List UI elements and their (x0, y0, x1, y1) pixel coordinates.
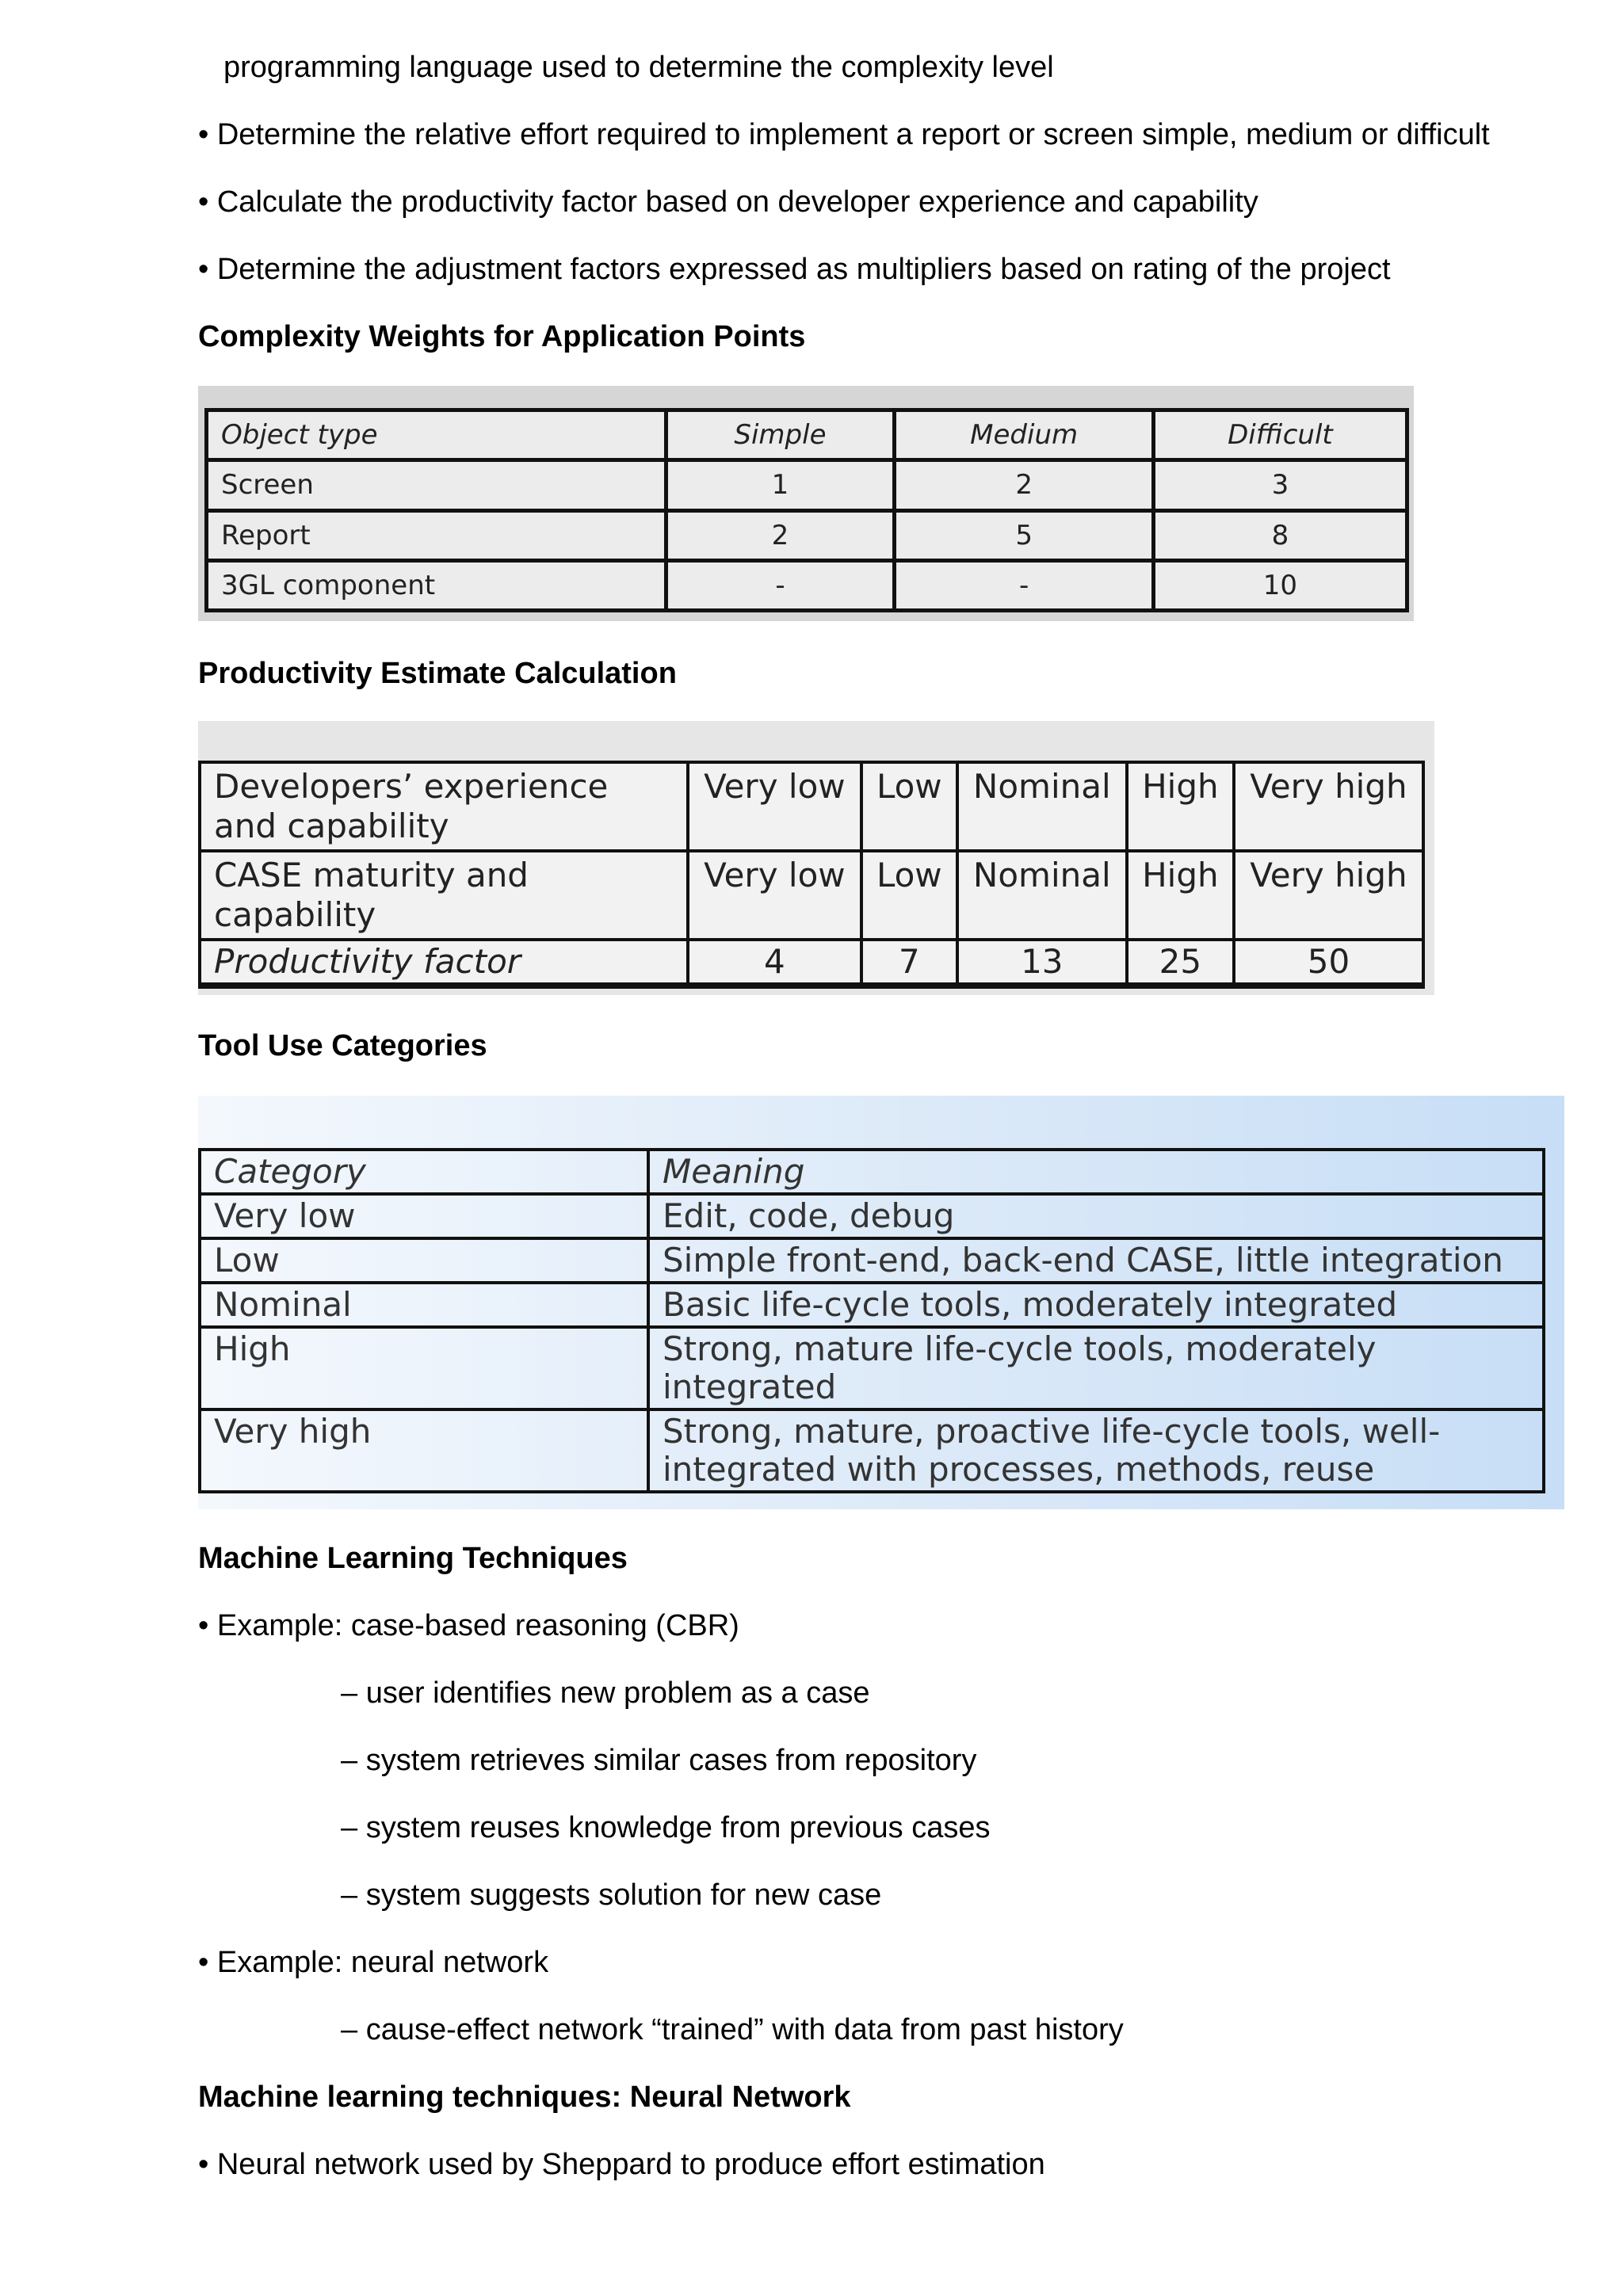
bullet-neural-network-example: • Example: neural network (198, 1946, 549, 1979)
bullet-productivity-factor: • Calculate the productivity factor based on developer experience and capability (198, 185, 1258, 219)
header-cell: Simple (666, 410, 895, 460)
table-cell: 4 (688, 940, 861, 986)
header-cell: Object type (207, 410, 666, 460)
table-row (207, 560, 1407, 610)
sub-bullet-cause-effect: – cause-effect network “trained” with data from past history (341, 2013, 1124, 2046)
table-cell: Low (200, 1238, 648, 1283)
header-cell: Meaning (648, 1150, 1544, 1194)
continued-text: programming language used to determine the complexity level (223, 51, 1054, 84)
bullet-cbr-example: • Example: case-based reasoning (CBR) (198, 1609, 739, 1642)
bullet-relative-effort: • Determine the relative effort required to implement a report or screen simple, medium or difficult (198, 118, 1490, 151)
heading-complexity-weights: Complexity Weights for Application Points (198, 320, 806, 353)
tool-use-categories-table (198, 1148, 1545, 1493)
table-cell: 25 (1127, 940, 1234, 986)
heading-tool-use-categories: Tool Use Categories (198, 1029, 487, 1062)
bullet-adjustment-factors: • Determine the adjustment factors expressed as multipliers based on rating of the project (198, 253, 1391, 286)
table-cell: - (666, 560, 895, 610)
complexity-weights-image (198, 386, 1414, 621)
table-cell: - (895, 560, 1153, 610)
table-cell: 7 (861, 940, 957, 986)
table-cell: Productivity factor (200, 940, 688, 986)
table-row (207, 460, 1407, 510)
header-cell: Difficult (1153, 410, 1407, 460)
heading-productivity-estimate: Productivity Estimate Calculation (198, 657, 677, 690)
table-cell: Screen (207, 460, 666, 510)
sub-bullet-suggest-solution: – system suggests solution for new case (341, 1878, 882, 1912)
table-cell: 2 (666, 510, 895, 560)
table-header-row (200, 1150, 1544, 1194)
table-cell: High (1127, 851, 1234, 940)
table-cell: Nominal (200, 1283, 648, 1327)
table-row (200, 851, 1423, 940)
productivity-estimate-image (198, 721, 1434, 995)
table-cell: Very low (688, 762, 861, 851)
table-cell: Basic life-cycle tools, moderately integrated (648, 1283, 1544, 1327)
table-row (207, 510, 1407, 560)
productivity-estimate-table (198, 761, 1425, 989)
table-row (200, 1409, 1544, 1492)
heading-machine-learning: Machine Learning Techniques (198, 1542, 628, 1575)
table-cell: 3 (1153, 460, 1407, 510)
table-cell: 13 (957, 940, 1127, 986)
table-cell: Report (207, 510, 666, 560)
table-cell: Strong, mature life-cycle tools, moderately integrated (648, 1327, 1544, 1409)
table-cell: Nominal (957, 762, 1127, 851)
bullet-sheppard: • Neural network used by Sheppard to produce effort estimation (198, 2148, 1045, 2181)
table-cell: Edit, code, debug (648, 1194, 1544, 1238)
header-cell: Medium (895, 410, 1153, 460)
table-cell: Very high (1234, 762, 1423, 851)
table-row (200, 1194, 1544, 1238)
table-header-row (207, 410, 1407, 460)
table-cell: CASE maturity and capability (200, 851, 688, 940)
table-cell: 8 (1153, 510, 1407, 560)
table-cell: Low (861, 851, 957, 940)
table-cell: Nominal (957, 851, 1127, 940)
sub-bullet-reuse-knowledge: – system reuses knowledge from previous cases (341, 1811, 991, 1844)
table-cell: Developers’ experience and capability (200, 762, 688, 851)
sub-bullet-retrieve-cases: – system retrieves similar cases from repository (341, 1744, 977, 1777)
complexity-weights-table (204, 408, 1409, 612)
header-cell: Category (200, 1150, 648, 1194)
table-cell: Low (861, 762, 957, 851)
table-cell: High (1127, 762, 1234, 851)
table-row (200, 762, 1423, 851)
table-cell: 2 (895, 460, 1153, 510)
table-cell: 5 (895, 510, 1153, 560)
tool-use-categories-image (198, 1096, 1564, 1509)
table-row (200, 1238, 1544, 1283)
table-cell: Very high (1234, 851, 1423, 940)
table-cell: 3GL component (207, 560, 666, 610)
table-cell: 50 (1234, 940, 1423, 986)
table-cell: Very low (200, 1194, 648, 1238)
table-cell: Very high (200, 1409, 648, 1492)
table-cell: 10 (1153, 560, 1407, 610)
table-row (200, 1327, 1544, 1409)
table-row (200, 1283, 1544, 1327)
heading-neural-network: Machine learning techniques: Neural Network (198, 2081, 851, 2114)
table-cell: Simple front-end, back-end CASE, little integration (648, 1238, 1544, 1283)
table-cell: Strong, mature, proactive life-cycle tools, well-integrated with processes, methods, reuse (648, 1409, 1544, 1492)
sub-bullet-identify-case: – user identifies new problem as a case (341, 1676, 870, 1710)
table-cell: Very low (688, 851, 861, 940)
table-cell: High (200, 1327, 648, 1409)
table-row (200, 940, 1423, 986)
table-cell: 1 (666, 460, 895, 510)
